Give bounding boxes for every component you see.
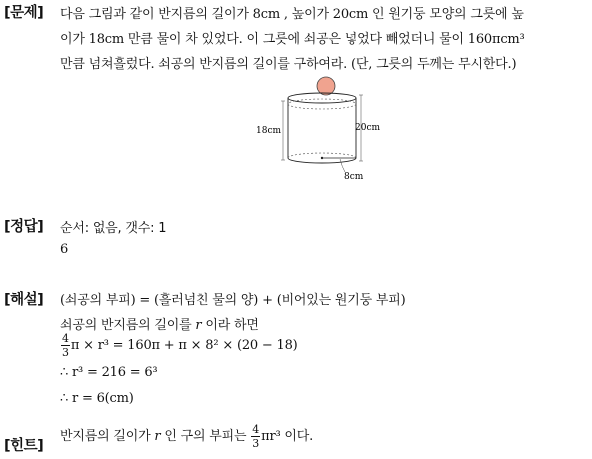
solution-line-2 [60, 314, 259, 333]
water-surface [288, 99, 356, 109]
answer-line-1: 순서: 없음, 갯수: 1 [60, 221, 167, 236]
problem-tag: [문제] [4, 5, 44, 21]
solution-line-5: ∴ r = 6(cm) [60, 391, 134, 406]
hint-line [60, 424, 313, 449]
problem-line-1: 다음 그림과 같이 반지름의 길이가 8cm , 높이가 20cm 인 원기둥 모양의 그릇에 높 [60, 7, 524, 22]
hint-text-d: 이다. [280, 429, 314, 444]
problem-line-2: 이가 18cm 만큼 물이 차 있었다. 이 그릇에 쇠공은 넣었다 빼었더니 물이 160πcm³ [60, 32, 525, 47]
label-cylinder-height: 20cm [355, 123, 381, 133]
cylinder-figure [256, 73, 386, 183]
hint-tag: [힌트] [4, 438, 44, 454]
solution-line-4: ∴ r³ = 216 = 6³ [60, 365, 158, 380]
solution-line-3 [60, 333, 298, 358]
label-radius: 8cm [344, 172, 364, 182]
answer-value: 6 [60, 242, 69, 257]
fraction-numerator: 4 [62, 332, 69, 345]
label-water-height: 18cm [256, 126, 282, 136]
hint-text-b: 인 구의 부피는 [160, 429, 251, 444]
hint-fraction-denominator: 3 [252, 437, 260, 450]
fraction-denominator: 3 [62, 346, 69, 359]
hint-var-r: r [154, 429, 161, 444]
fraction [61, 333, 70, 358]
solution-tag: [해설] [4, 292, 44, 308]
solution-line-2-a: 쇠공의 반지름의 길이를 [60, 318, 196, 333]
hint-fraction-numerator: 4 [252, 423, 260, 436]
solution-line-2-b: 이라 하면 [201, 318, 259, 333]
hint-fraction [251, 424, 260, 449]
problem-line-3: 만큼 넘쳐흘렀다. 쇠공의 반지름의 길이를 구하여라. (단, 그릇의 두께는 무시한다.) [60, 57, 517, 72]
solution-line-1: (쇠공의 부피) = (흘러넘친 물의 양) + (비어있는 원기둥 부피) [60, 293, 406, 308]
hint-text-c: πr³ [261, 429, 281, 444]
solution-var-r: r [195, 318, 202, 333]
hint-text-a: 반지름의 길이가 [60, 429, 155, 444]
ball-icon [317, 77, 335, 95]
answer-tag: [정답] [4, 219, 44, 235]
solution-line-3-rest: π × r³ = 160π + π × 8² × (20 − 18) [70, 338, 298, 353]
